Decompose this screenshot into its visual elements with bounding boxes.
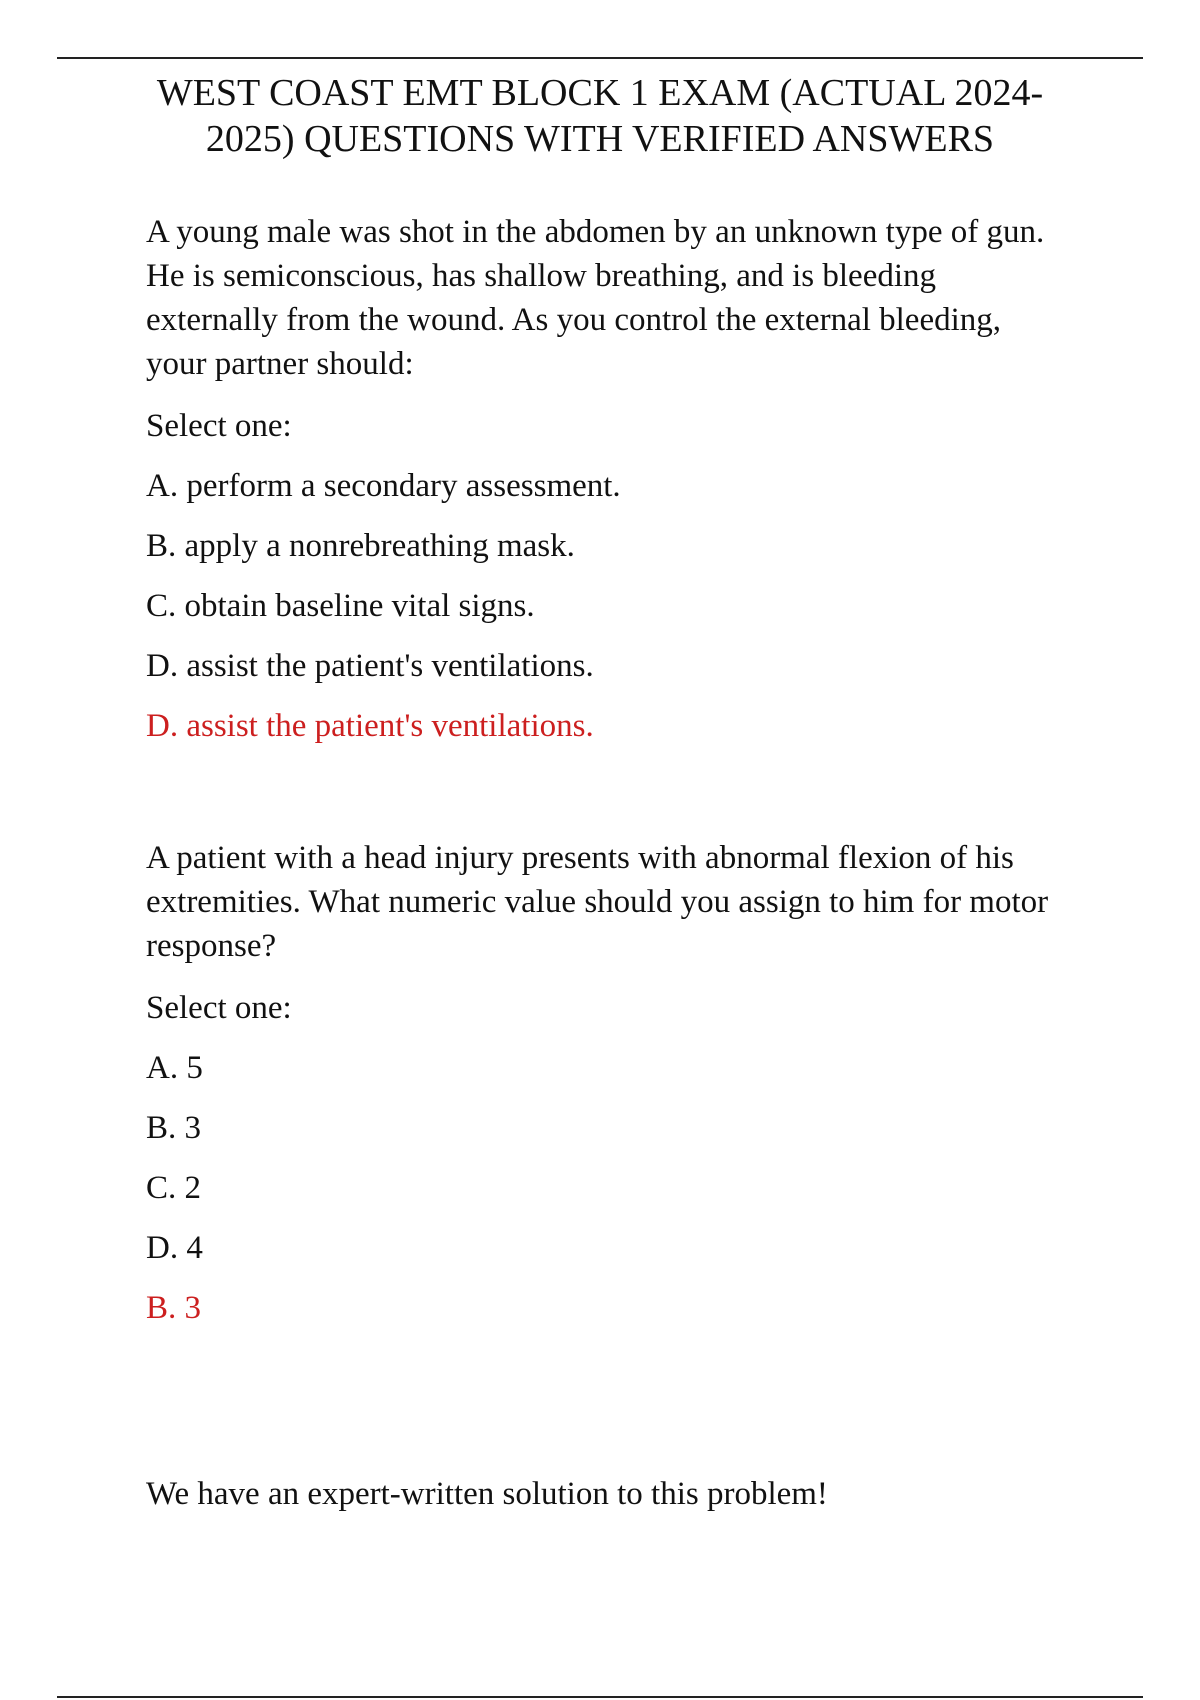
correct-answer: B. 3 bbox=[146, 1290, 202, 1326]
document-title: WEST COAST EMT BLOCK 1 EXAM (ACTUAL 2024-2025) QUESTIONS WITH VERIFIED ANSWERS bbox=[156, 72, 1044, 160]
promo-text: We have an expert-written solution to this problem! bbox=[146, 1476, 828, 1512]
select-one-prompt: Select one: bbox=[146, 408, 292, 444]
correct-answer: D. assist the patient's ventilations. bbox=[146, 708, 594, 744]
question-stem: A patient with a head injury presents with abnormal flexion of his extremities. What numeric value should you assign to him for motor response? bbox=[146, 840, 1049, 964]
option-d: D. 4 bbox=[146, 1230, 203, 1266]
question-2 bbox=[146, 836, 1066, 1330]
select-one-prompt: Select one: bbox=[146, 990, 292, 1026]
promo-section bbox=[146, 1472, 1066, 1516]
bottom-rule bbox=[57, 1696, 1143, 1698]
question-stem: A young male was shot in the abdomen by an unknown type of gun. He is semiconscious, has shallow breathing, and is bleeding externally from the wound. As you control the external bleeding, your partner should: bbox=[146, 214, 1045, 382]
option-c: C. 2 bbox=[146, 1170, 202, 1206]
top-rule bbox=[57, 57, 1143, 59]
question-1 bbox=[146, 210, 1066, 748]
option-b: B. 3 bbox=[146, 1110, 202, 1146]
option-a: A. perform a secondary assessment. bbox=[146, 468, 621, 504]
option-c: C. obtain baseline vital signs. bbox=[146, 588, 535, 624]
option-a: A. 5 bbox=[146, 1050, 203, 1086]
option-b: B. apply a nonrebreathing mask. bbox=[146, 528, 575, 564]
option-d: D. assist the patient's ventilations. bbox=[146, 648, 594, 684]
